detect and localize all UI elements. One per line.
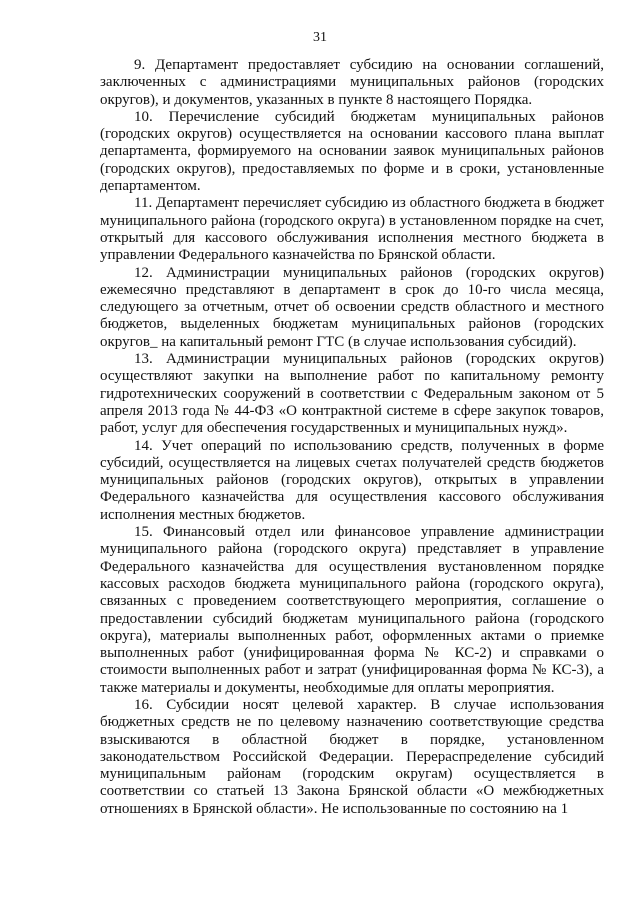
paragraph-10: 10. Перечисление субсидий бюджетам муниципальных районов (городских округов) осуществляется на основании кассового плана выплат департамента, формируемого на основании заявок муниципальных районов (городских округов), предоставляемых по форме и в сроки, установленные департаментом. [100, 108, 604, 195]
paragraph-14: 14. Учет операций по использованию средств, полученных в форме субсидий, осуществляется на лицевых счетах получателей средств бюджетов муниципальных районов (городских округов), открытых в управлении Федерального казначейства для осуществления кассового обслуживания исполнения местных бюджетов. [100, 437, 604, 523]
paragraph-15: 15. Финансовый отдел или финансовое управление администрации муниципального района (городского округа) представляет в управление Федерального казначейства для осуществления вустановленном порядке кассовых расходов бюджета муниципального района (городского округа), связанных с проведением соответствующего мероприятия, соглашение о предоставлении субсидий бюджетам муниципального района (городского округа), материалы выполненных работ, оформленных актами о приемке выполненных работ (унифицированная форма № КС-2) и справками о стоимости выполненных работ и затрат (унифицированная форма № КС-3), а также материалы и документы, необходимые для оплаты мероприятия. [100, 524, 604, 696]
paragraph-11: 11. Департамент перечисляет субсидию из областного бюджета в бюджет муниципального района (городского округа) в установленном порядке на счет, открытый для кассового обслуживания исполнения местного бюджета в управлении Федерального казначейства по Брянской области. [100, 195, 604, 264]
paragraph-13: 13. Администрации муниципальных районов (городских округов) осуществляют закупки на выполнение работ по капитальному ремонту гидротехнических сооружений в соответствии с Федеральным законом от 5 апреля 2013 года № 44-ФЗ «О контрактной системе в сфере закупок товаров, работ, услуг для обеспечения государственных и муниципальных нужд». [100, 351, 604, 437]
page-number: 31 [313, 30, 327, 45]
paragraph-9: 9. Департамент предоставляет субсидию на основании соглашений, заключенных с администрациями муниципальных районов (городских округов), и документов, указанных в пункте 8 настоящего Порядка. [100, 57, 604, 108]
paragraph-12: 12. Администрации муниципальных районов (городских округов) ежемесячно представляют в департамент в срок до 10-го числа месяца, следующего за отчетным, отчет об освоении средств областного и местного бюджетов, выделенных бюджетам муниципальных районов (городских округов_ на капитальный ремонт ГТС (в случае использования субсидий). [100, 264, 604, 350]
paragraph-16: 16. Субсидии носят целевой характер. В случае использования бюджетных средств не по целевому назначению соответствующие средства взыскиваются в областной бюджет в порядке, установленном законодательством Российской Федерации. Перераспределение субсидий муниципальным районам (городским округам) осуществляется в соответствии со статьей 13 Закона Брянской области «О межбюджетных отношениях в Брянской области». Не использованные по состоянию на 1 [100, 696, 604, 817]
document-body [100, 57, 604, 818]
